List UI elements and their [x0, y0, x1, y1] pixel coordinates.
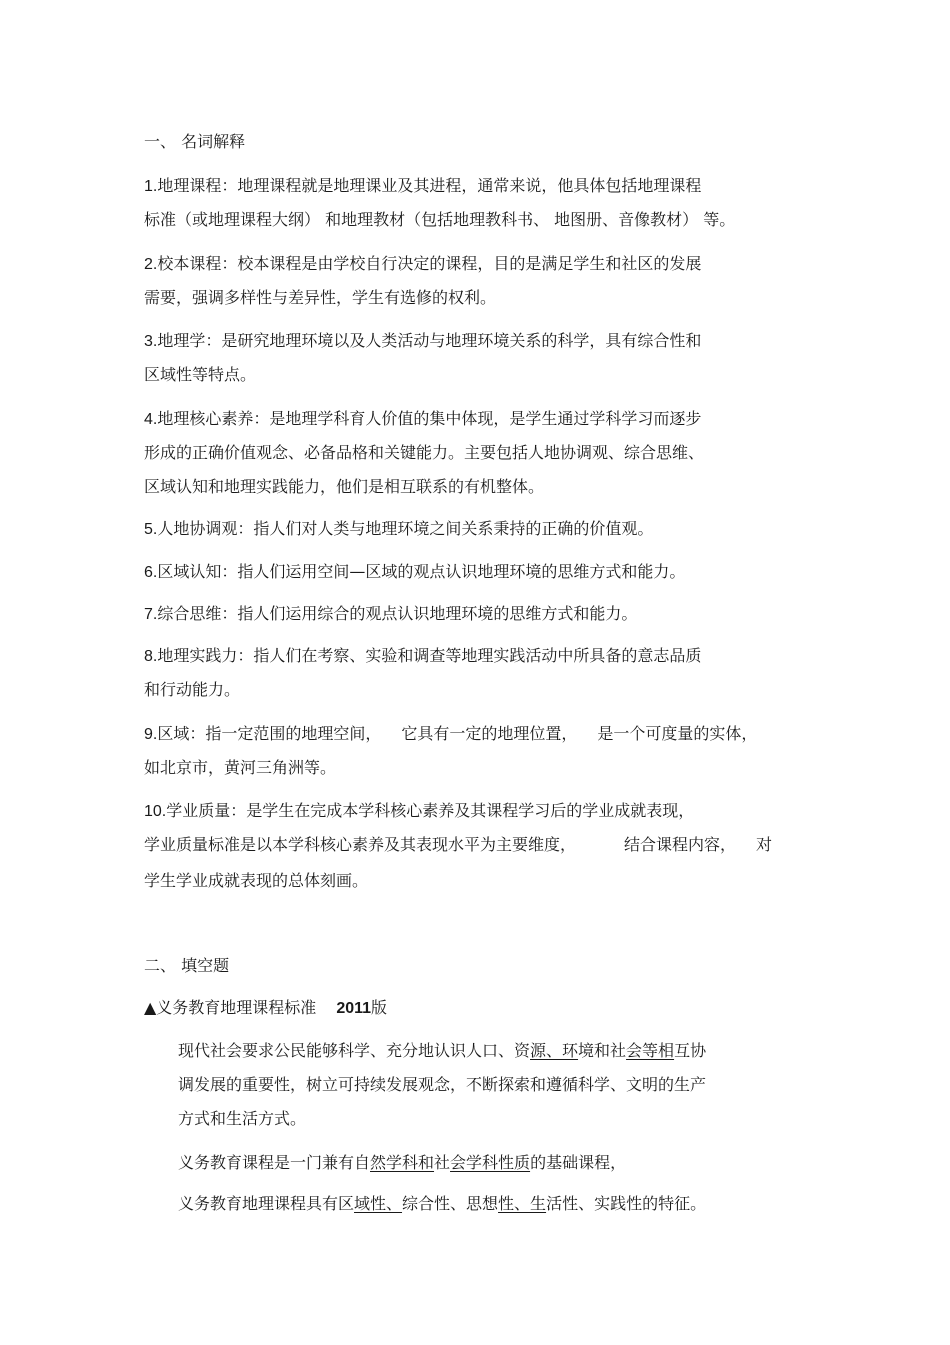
paragraph-1-line-1 — [178, 1040, 706, 1062]
definition-item-1-line-2: 标准（或地理课程大纲） 和地理教材（包括地理教科书、 地图册、音像教材） 等。 — [144, 210, 736, 229]
definition-item-2-line-2: 需要，强调多样性与差异性，学生有选修的权利。 — [144, 288, 497, 307]
definition-item-3-line-2: 区域性等特点。 — [144, 365, 257, 384]
standard-title — [144, 997, 387, 1020]
item-number: 9. — [144, 726, 158, 743]
text-run: 互协 — [674, 1041, 707, 1060]
definition-item-9-line-2: 如北京市，黄河三角洲等。 — [144, 758, 337, 777]
item-text: 校本课程：校本课程是由学校自行决定的课程，目的是满足学生和社区的发展 — [157, 254, 702, 273]
blank-answer: 性、生 — [498, 1194, 547, 1213]
item-text-part: 区域：指一定范围的地理空间， — [157, 724, 382, 743]
definition-item-9-line-1 — [144, 723, 757, 746]
definition-item-4-line-1 — [144, 408, 701, 431]
blank-answer: 然学科和 — [370, 1153, 435, 1172]
paragraph-3 — [178, 1193, 706, 1215]
blank-answer: 源、环 — [530, 1041, 579, 1060]
section-heading-fill-in: 二、 填空题 — [144, 956, 230, 975]
item-text-part: 学业质量标准是以本学科核心素养及其表现水平为主要维度， — [144, 835, 577, 854]
definition-item-7 — [144, 603, 637, 626]
definition-item-10-line-3: 学生学业成就表现的总体刻画。 — [144, 871, 369, 890]
text-run: 义务教育地理课程具有区 — [178, 1194, 355, 1213]
standard-title-text: ▲义务教育地理课程标准 — [144, 998, 317, 1017]
item-number: 1. — [144, 178, 158, 195]
paragraph-2 — [178, 1152, 626, 1174]
definition-item-6 — [144, 561, 685, 584]
text-run: 境和社 — [578, 1041, 627, 1060]
text-run: 义务教育课程是一门兼有自 — [178, 1153, 371, 1172]
definition-item-1-line-1 — [144, 175, 701, 198]
item-text-part: 它具有一定的地理位置， — [401, 724, 578, 743]
definition-item-5 — [144, 518, 653, 541]
blank-answer: 会等相 — [626, 1041, 675, 1060]
definition-item-8-line-1 — [144, 645, 701, 668]
item-text: 人地协调观：指人们对人类与地理环境之间关系秉持的正确的价值观。 — [157, 519, 654, 538]
item-number: 4. — [144, 411, 158, 428]
item-text-part: 对 — [756, 835, 773, 854]
item-text: 区域认知：指人们运用空间—区域的观点认识地理环境的思维方式和能力。 — [157, 562, 686, 581]
definition-item-3-line-1 — [144, 330, 701, 353]
item-number: 6. — [144, 564, 158, 581]
definition-item-2-line-1 — [144, 253, 701, 276]
item-number: 10. — [144, 803, 167, 820]
standard-year: 2011 — [336, 1000, 372, 1017]
definition-item-4-line-2: 形成的正确价值观念、必备品格和关键能力。主要包括人地协调观、综合思维、 — [144, 443, 705, 462]
text-run: 的基础课程， — [530, 1153, 627, 1172]
item-text: 地理核心素养：是地理学科育人价值的集中体现，是学生通过学科学习而逐步 — [157, 409, 702, 428]
item-text: 学业质量：是学生在完成本学科核心素养及其课程学习后的学业成就表现， — [166, 801, 695, 820]
item-text: 地理实践力：指人们在考察、实验和调查等地理实践活动中所具备的意志品质 — [157, 646, 702, 665]
definition-item-10-line-1 — [144, 800, 694, 823]
item-text-part: 结合课程内容， — [624, 835, 737, 854]
item-text: 地理学：是研究地理环境以及人类活动与地理环境关系的科学，具有综合性和 — [157, 331, 702, 350]
text-run: 活性、实践性的特征。 — [546, 1194, 707, 1213]
text-run: 综合性、思想 — [402, 1194, 499, 1213]
definition-item-4-line-3: 区域认知和地理实践能力，他们是相互联系的有机整体。 — [144, 477, 545, 496]
text-run: 社 — [434, 1153, 451, 1172]
item-text-part: 是一个可度量的实体， — [597, 724, 758, 743]
item-number: 5. — [144, 521, 158, 538]
item-number: 2. — [144, 256, 158, 273]
section-heading-definitions: 一、 名词解释 — [144, 132, 246, 151]
item-text: 地理课程：地理课程就是地理课业及其进程，通常来说，他具体包括地理课程 — [157, 176, 702, 195]
definition-item-8-line-2: 和行动能力。 — [144, 680, 241, 699]
item-number: 3. — [144, 333, 158, 350]
blank-answer: 域性、 — [354, 1194, 403, 1213]
item-number: 7. — [144, 606, 158, 623]
item-number: 8. — [144, 648, 158, 665]
paragraph-1-line-2: 调发展的重要性，树立可持续发展观念，不断探索和遵循科学、文明的生产 — [178, 1075, 707, 1094]
text-run: 现代社会要求公民能够科学、充分地认识人口、资 — [178, 1041, 531, 1060]
blank-answer: 会学科性质 — [450, 1153, 531, 1172]
definition-item-10-line-2 — [144, 834, 772, 856]
standard-suffix: 版 — [371, 998, 388, 1017]
item-text: 综合思维：指人们运用综合的观点认识地理环境的思维方式和能力。 — [157, 604, 638, 623]
paragraph-1-line-3: 方式和生活方式。 — [178, 1109, 307, 1128]
